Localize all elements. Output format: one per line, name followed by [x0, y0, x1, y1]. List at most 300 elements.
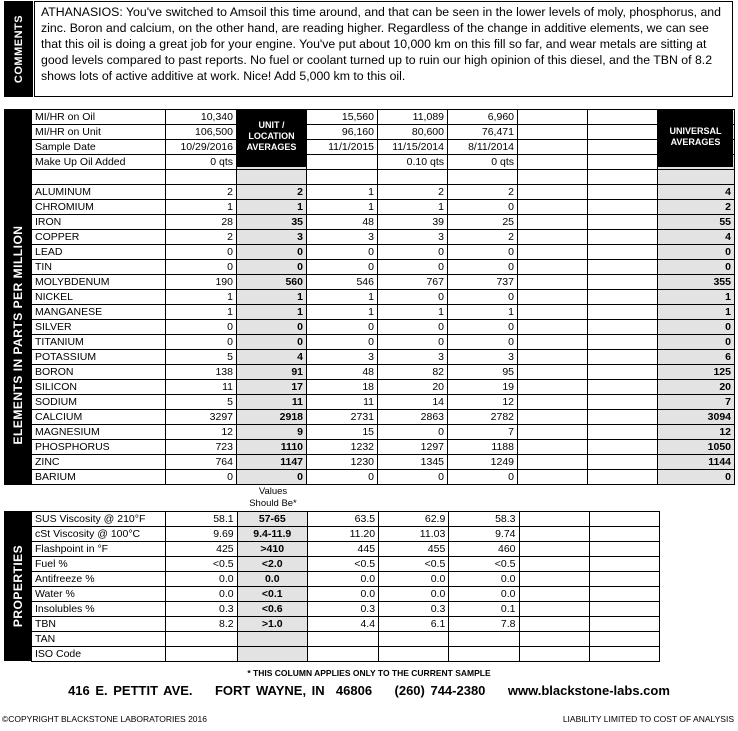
unit-average-cell: 35 — [237, 215, 307, 230]
history-cell — [519, 542, 589, 557]
history-cell: 0 — [307, 245, 378, 260]
current-sample-cell: 5 — [166, 395, 237, 410]
history-cell: 2 — [448, 185, 518, 200]
universal-average-cell: 0 — [658, 245, 735, 260]
universal-average-cell: 1 — [658, 290, 735, 305]
unit-average-cell: 0 — [237, 245, 307, 260]
property-row — [32, 647, 660, 662]
unit-average-cell: 1 — [237, 290, 307, 305]
history-cell — [519, 602, 589, 617]
history-cell: 19 — [448, 380, 518, 395]
property-row — [32, 557, 660, 572]
universal-average-cell: 1050 — [658, 440, 735, 455]
history-cell — [518, 410, 588, 425]
history-cell: 4.4 — [307, 617, 378, 632]
history-cell: 1188 — [448, 440, 518, 455]
element-name: MAGNESIUM — [32, 425, 166, 440]
should-be-cell: >1.0 — [237, 617, 307, 632]
element-row — [32, 260, 735, 275]
history-cell — [518, 215, 588, 230]
history-cell — [519, 587, 589, 602]
current-sample-cell: 58.1 — [166, 512, 237, 527]
history-cell: 11/15/2014 — [378, 140, 448, 155]
history-cell: 6.1 — [379, 617, 449, 632]
history-cell: 2 — [448, 230, 518, 245]
history-cell — [588, 275, 658, 290]
history-cell: 0.0 — [379, 572, 449, 587]
history-cell — [307, 155, 378, 170]
history-cell: 6,960 — [448, 110, 518, 125]
history-cell: 82 — [378, 365, 448, 380]
unit-average-cell: 0 — [237, 320, 307, 335]
history-cell: <0.5 — [379, 557, 449, 572]
current-sample-cell: 723 — [166, 440, 237, 455]
history-cell: 0.0 — [379, 587, 449, 602]
properties-table — [31, 511, 660, 662]
elements-table — [31, 109, 735, 485]
spacer-cell — [307, 170, 378, 185]
current-sample-cell: 0 qts — [166, 155, 237, 170]
element-row — [32, 275, 735, 290]
history-cell — [519, 557, 589, 572]
element-row — [32, 455, 735, 470]
spacer-row — [32, 170, 735, 185]
history-cell: 1232 — [307, 440, 378, 455]
history-cell: 11.03 — [379, 527, 449, 542]
history-cell — [518, 275, 588, 290]
history-cell: 1 — [378, 305, 448, 320]
current-sample-cell — [166, 647, 237, 662]
history-cell — [518, 455, 588, 470]
history-cell — [519, 647, 589, 662]
universal-average-cell: 0 — [658, 335, 735, 350]
current-sample-cell: 2 — [166, 230, 237, 245]
element-row — [32, 185, 735, 200]
should-be-cell: 0.0 — [237, 572, 307, 587]
history-cell — [588, 380, 658, 395]
current-sample-cell: 0 — [166, 260, 237, 275]
history-cell — [449, 647, 519, 662]
history-cell: 12 — [448, 395, 518, 410]
history-cell: 3 — [378, 350, 448, 365]
spacer-cell — [166, 170, 237, 185]
history-cell: 0.0 — [449, 587, 519, 602]
current-sample-cell: 0 — [166, 245, 237, 260]
spacer-cell — [658, 170, 735, 185]
element-row — [32, 365, 735, 380]
comments-label: COMMENTS — [12, 14, 25, 84]
history-cell: 7.8 — [449, 617, 519, 632]
history-cell — [518, 245, 588, 260]
history-cell — [589, 647, 659, 662]
property-name: Flashpoint in °F — [32, 542, 166, 557]
should-be-cell: <0.1 — [237, 587, 307, 602]
history-cell: 3 — [307, 230, 378, 245]
history-cell: 96,160 — [307, 125, 378, 140]
spacer-cell — [378, 170, 448, 185]
history-cell: 48 — [307, 215, 378, 230]
element-name: MOLYBDENUM — [32, 275, 166, 290]
history-cell — [518, 290, 588, 305]
unit-average-cell: 1147 — [237, 455, 307, 470]
history-cell: 2863 — [378, 410, 448, 425]
header-label: MI/HR on Oil — [32, 110, 166, 125]
unit-average-cell: 1110 — [237, 440, 307, 455]
header-label: Sample Date — [32, 140, 166, 155]
property-row — [32, 587, 660, 602]
history-cell: 445 — [307, 542, 378, 557]
current-sample-cell: 106,500 — [166, 125, 237, 140]
history-cell — [588, 140, 658, 155]
history-cell — [588, 320, 658, 335]
history-cell: 1 — [307, 200, 378, 215]
history-cell: 460 — [449, 542, 519, 557]
history-cell — [589, 542, 659, 557]
history-cell: 0 — [448, 335, 518, 350]
history-cell — [379, 632, 449, 647]
property-name: SUS Viscosity @ 210°F — [32, 512, 166, 527]
history-cell — [588, 335, 658, 350]
history-cell: 1345 — [378, 455, 448, 470]
universal-average-cell: 55 — [658, 215, 735, 230]
history-cell: <0.5 — [449, 557, 519, 572]
should-be-cell: 9.4-11.9 — [237, 527, 307, 542]
property-name: TAN — [32, 632, 166, 647]
history-cell — [518, 155, 588, 170]
current-sample-cell: 0.3 — [166, 602, 237, 617]
history-cell: 8/11/2014 — [448, 140, 518, 155]
history-cell: 767 — [378, 275, 448, 290]
history-cell: 0.10 qts — [378, 155, 448, 170]
unit-average-cell: 91 — [237, 365, 307, 380]
spacer-cell — [518, 170, 588, 185]
history-cell: 0.0 — [307, 572, 378, 587]
history-cell — [518, 125, 588, 140]
property-name: ISO Code — [32, 647, 166, 662]
history-cell: 737 — [448, 275, 518, 290]
current-sample-cell: 10,340 — [166, 110, 237, 125]
spacer-cell — [448, 170, 518, 185]
history-cell: 0.0 — [307, 587, 378, 602]
property-row — [32, 602, 660, 617]
history-cell: 0 — [378, 425, 448, 440]
universal-average-cell: 3094 — [658, 410, 735, 425]
current-sample-cell: 1 — [166, 200, 237, 215]
current-sample-cell: 138 — [166, 365, 237, 380]
history-cell: 11.20 — [307, 527, 378, 542]
history-cell: 0 — [448, 245, 518, 260]
unit-average-cell: 11 — [237, 395, 307, 410]
property-name: TBN — [32, 617, 166, 632]
element-name: SODIUM — [32, 395, 166, 410]
history-cell — [589, 587, 659, 602]
history-cell — [588, 440, 658, 455]
history-cell — [519, 617, 589, 632]
history-cell: 11 — [307, 395, 378, 410]
history-cell — [518, 320, 588, 335]
element-name: TIN — [32, 260, 166, 275]
should-be-cell: <0.6 — [237, 602, 307, 617]
current-sample-cell: 1 — [166, 290, 237, 305]
history-cell — [518, 425, 588, 440]
history-cell — [589, 632, 659, 647]
history-cell: 0 — [307, 260, 378, 275]
history-cell: 95 — [448, 365, 518, 380]
current-sample-cell: 1 — [166, 305, 237, 320]
history-cell: 0 qts — [448, 155, 518, 170]
history-cell — [518, 305, 588, 320]
history-cell: 48 — [307, 365, 378, 380]
history-cell: 1297 — [378, 440, 448, 455]
history-cell: 1230 — [307, 455, 378, 470]
history-cell — [588, 200, 658, 215]
universal-average-cell: 20 — [658, 380, 735, 395]
history-cell: 15 — [307, 425, 378, 440]
history-cell: 1249 — [448, 455, 518, 470]
header-row — [32, 125, 735, 140]
history-cell: 25 — [448, 215, 518, 230]
history-cell: 0 — [378, 335, 448, 350]
element-row — [32, 215, 735, 230]
element-name: BARIUM — [32, 470, 166, 485]
history-cell: 0 — [448, 290, 518, 305]
element-name: SILICON — [32, 380, 166, 395]
history-cell — [588, 290, 658, 305]
history-cell — [589, 557, 659, 572]
element-row — [32, 470, 735, 485]
history-cell — [518, 200, 588, 215]
property-name: Water % — [32, 587, 166, 602]
history-cell — [518, 470, 588, 485]
element-name: CALCIUM — [32, 410, 166, 425]
history-cell: 0 — [307, 335, 378, 350]
history-cell — [588, 395, 658, 410]
history-cell: 0.1 — [449, 602, 519, 617]
history-cell — [588, 185, 658, 200]
element-row — [32, 320, 735, 335]
property-row — [32, 572, 660, 587]
element-name: PHOSPHORUS — [32, 440, 166, 455]
universal-average-cell: 1 — [658, 305, 735, 320]
property-name: cSt Viscosity @ 100°C — [32, 527, 166, 542]
universal-average-cell: 7 — [658, 395, 735, 410]
unit-average-cell: 2 — [237, 185, 307, 200]
history-cell: 0 — [307, 470, 378, 485]
history-cell: 3 — [448, 350, 518, 365]
element-row — [32, 380, 735, 395]
unit-location-averages-header: UNIT / LOCATION AVERAGES — [237, 110, 306, 167]
history-cell — [588, 365, 658, 380]
element-row — [32, 395, 735, 410]
should-be-cell — [237, 647, 307, 662]
current-sample-cell: 0 — [166, 470, 237, 485]
universal-average-cell: 2 — [658, 200, 735, 215]
history-cell — [588, 410, 658, 425]
comments-text: ATHANASIOS: You've switched to Amsoil this time around, and that can be seen in the lower levels of moly, phosphorus, and zinc. Boron and calcium, on the other hand, are reading higher. Regardless of the change in additive elements, we can see that this oil is doing a great job for your engine. You've put about 10,000 km on this fill so far, and wear metals are sitting at good levels compared to past reports. No fuel or coolant turned up to ruin our high opinion of this diesel, and the TBN of 8.2 shows lots of active additive at work. Nice! Add 5,000 km to this oil. — [34, 1, 733, 97]
history-cell — [588, 350, 658, 365]
history-cell — [379, 647, 449, 662]
history-cell: 1 — [307, 185, 378, 200]
current-sample-cell: 0.0 — [166, 572, 237, 587]
history-cell: 0 — [378, 320, 448, 335]
element-row — [32, 290, 735, 305]
history-cell — [588, 110, 658, 125]
universal-average-cell: 355 — [658, 275, 735, 290]
history-cell: 18 — [307, 380, 378, 395]
unit-average-cell: 0 — [237, 260, 307, 275]
element-name: MANGANESE — [32, 305, 166, 320]
spacer-cell — [32, 170, 166, 185]
universal-average-cell: 4 — [658, 185, 735, 200]
history-cell: 1 — [307, 290, 378, 305]
current-sample-cell: 764 — [166, 455, 237, 470]
history-cell: 0 — [448, 200, 518, 215]
history-cell: 0 — [307, 320, 378, 335]
history-cell: 9.74 — [449, 527, 519, 542]
element-row — [32, 245, 735, 260]
history-cell: 0.3 — [307, 602, 378, 617]
element-name: CHROMIUM — [32, 200, 166, 215]
history-cell — [518, 260, 588, 275]
history-cell: 0 — [378, 470, 448, 485]
history-cell — [588, 305, 658, 320]
property-name: Antifreeze % — [32, 572, 166, 587]
history-cell — [588, 215, 658, 230]
unit-average-cell: 4 — [237, 350, 307, 365]
history-cell — [518, 140, 588, 155]
history-cell — [307, 647, 378, 662]
element-row — [32, 350, 735, 365]
header-row — [32, 155, 735, 170]
history-cell: 0 — [448, 260, 518, 275]
property-row — [32, 512, 660, 527]
history-cell — [449, 632, 519, 647]
current-sample-cell: 0 — [166, 335, 237, 350]
footnote: * THIS COLUMN APPLIES ONLY TO THE CURRENT SAMPLE — [247, 668, 491, 678]
history-cell: 3 — [378, 230, 448, 245]
history-cell: 0.0 — [449, 572, 519, 587]
should-be-cell — [237, 632, 307, 647]
history-cell — [589, 527, 659, 542]
history-cell — [307, 632, 378, 647]
history-cell: 0 — [378, 245, 448, 260]
history-cell — [518, 110, 588, 125]
history-cell — [588, 260, 658, 275]
history-cell — [518, 185, 588, 200]
elements-label: ELEMENTS IN PARTS PER MILLION — [10, 225, 25, 445]
current-sample-cell: 9.69 — [166, 527, 237, 542]
history-cell: 80,600 — [378, 125, 448, 140]
property-name: Insolubles % — [32, 602, 166, 617]
elements-sidebar — [4, 109, 31, 485]
current-sample-cell: 12 — [166, 425, 237, 440]
history-cell — [519, 512, 589, 527]
history-cell: <0.5 — [307, 557, 378, 572]
header-row — [32, 110, 735, 125]
history-cell: 39 — [378, 215, 448, 230]
property-row — [32, 542, 660, 557]
current-sample-cell: 3297 — [166, 410, 237, 425]
current-sample-cell — [166, 632, 237, 647]
current-sample-cell: <0.5 — [166, 557, 237, 572]
history-cell: 546 — [307, 275, 378, 290]
element-name: LEAD — [32, 245, 166, 260]
unit-average-cell: 560 — [237, 275, 307, 290]
universal-average-cell: 4 — [658, 230, 735, 245]
history-cell — [588, 455, 658, 470]
spacer-cell — [237, 170, 307, 185]
should-be-cell: >410 — [237, 542, 307, 557]
element-row — [32, 200, 735, 215]
universal-average-cell: 12 — [658, 425, 735, 440]
should-be-cell: 57-65 — [237, 512, 307, 527]
unit-average-cell: 1 — [237, 305, 307, 320]
element-row — [32, 425, 735, 440]
comments-sidebar — [4, 1, 33, 97]
history-cell — [518, 335, 588, 350]
properties-sidebar — [4, 511, 31, 661]
element-name: ALUMINUM — [32, 185, 166, 200]
liability: LIABILITY LIMITED TO COST OF ANALYSIS — [562, 714, 734, 724]
header-label: MI/HR on Unit — [32, 125, 166, 140]
element-row — [32, 410, 735, 425]
history-cell: 1 — [448, 305, 518, 320]
history-cell — [518, 350, 588, 365]
current-sample-cell: 0 — [166, 320, 237, 335]
universal-average-cell: 6 — [658, 350, 735, 365]
property-row — [32, 632, 660, 647]
unit-average-cell: 9 — [237, 425, 307, 440]
history-cell: 0 — [448, 470, 518, 485]
current-sample-cell: 2 — [166, 185, 237, 200]
current-sample-cell: 11 — [166, 380, 237, 395]
element-name: COPPER — [32, 230, 166, 245]
history-cell: 0.3 — [379, 602, 449, 617]
history-cell: 15,560 — [307, 110, 378, 125]
current-sample-cell: 10/29/2016 — [166, 140, 237, 155]
history-cell — [518, 395, 588, 410]
element-name: TITANIUM — [32, 335, 166, 350]
history-cell: 2782 — [448, 410, 518, 425]
universal-averages-header: UNIVERSAL AVERAGES — [658, 110, 733, 167]
history-cell: 2 — [378, 185, 448, 200]
element-row — [32, 305, 735, 320]
current-sample-cell: 425 — [166, 542, 237, 557]
history-cell: 63.5 — [307, 512, 378, 527]
history-cell: 3 — [307, 350, 378, 365]
history-cell — [519, 527, 589, 542]
history-cell — [518, 380, 588, 395]
current-sample-cell: 190 — [166, 275, 237, 290]
current-sample-cell: 28 — [166, 215, 237, 230]
history-cell — [518, 365, 588, 380]
history-cell — [589, 617, 659, 632]
history-cell — [589, 572, 659, 587]
unit-average-cell: 3 — [237, 230, 307, 245]
header-label: Make Up Oil Added — [32, 155, 166, 170]
history-cell — [588, 470, 658, 485]
should-be-cell: <2.0 — [237, 557, 307, 572]
history-cell: 0 — [378, 260, 448, 275]
current-sample-cell: 8.2 — [166, 617, 237, 632]
history-cell: 0 — [448, 320, 518, 335]
element-row — [32, 230, 735, 245]
history-cell — [518, 230, 588, 245]
property-row — [32, 527, 660, 542]
unit-average-cell: 17 — [237, 380, 307, 395]
history-cell: 58.3 — [449, 512, 519, 527]
history-cell: 7 — [448, 425, 518, 440]
